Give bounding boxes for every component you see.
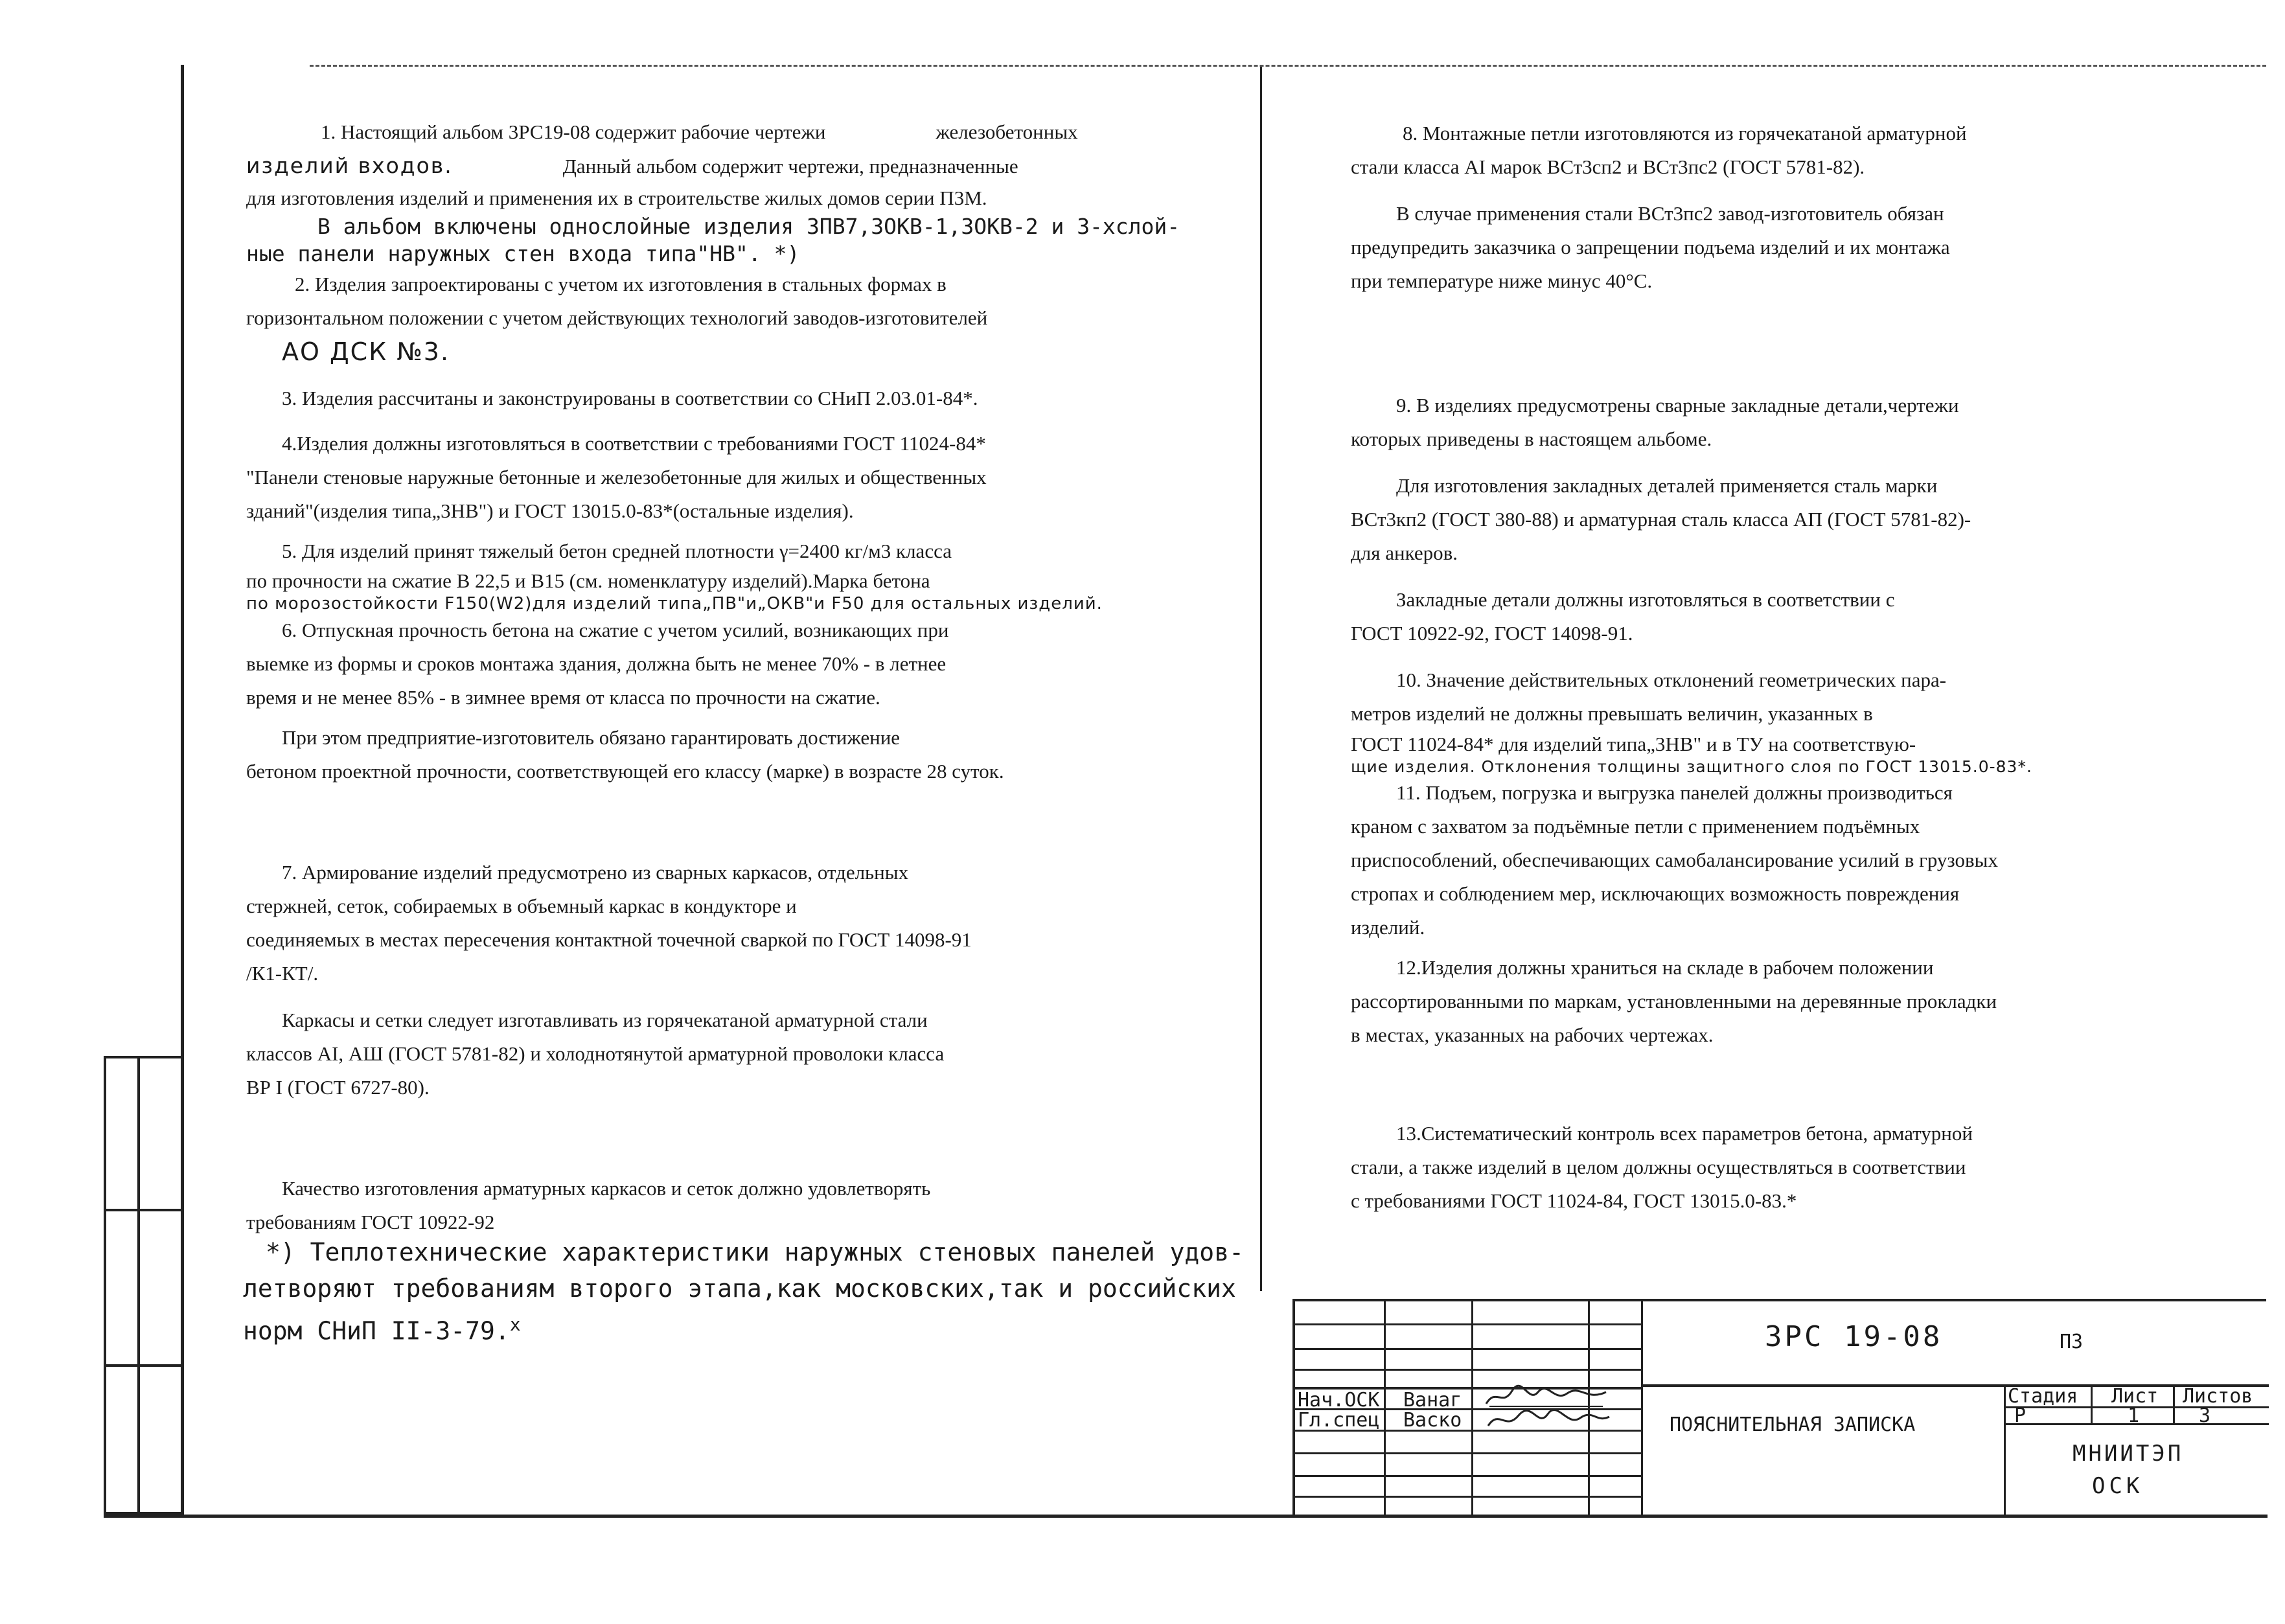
- note-12: 12.Изделия должны храниться на складе в рабочем положении: [1396, 956, 1934, 979]
- bottom-border: [104, 1515, 2268, 1518]
- note-9: 9. В изделиях предусмотрены сварные закладные детали,чертежи: [1396, 394, 1959, 417]
- drawing-code: 3РС 19-08: [1765, 1320, 1943, 1353]
- note-11: 11. Подъем, погрузка и выгрузка панелей должны производиться: [1396, 781, 1953, 804]
- note-5: 5. Для изделий принят тяжелый бетон средней плотности γ=2400 кг/м3 класса: [282, 540, 952, 562]
- org-name: МНИИТЭП: [2073, 1441, 2184, 1467]
- note-6: 6. Отпускная прочность бетона на сжатие с учетом усилий, возникающих при: [282, 619, 949, 641]
- stage-value: Р: [2014, 1404, 2027, 1427]
- note-4: 4.Изделия должны изготовляться в соответствии с требованиями ГОСТ 11024-84*: [282, 432, 986, 455]
- note-2: 2. Изделия запроектированы с учетом их изготовления в стальных формах в: [295, 273, 947, 295]
- signature-2: [1483, 1408, 1613, 1434]
- note-1-handwritten: изделий входов.: [246, 153, 453, 178]
- note-1: 1. Настоящий альбом 3РС19-08 содержит рабочие чертежи: [321, 120, 826, 143]
- note-13: 13.Систематический контроль всех параметров бетона, арматурной: [1396, 1122, 1973, 1145]
- left-border: [181, 65, 184, 1516]
- footnote: *) Теплотехнические характеристики наружных стеновых панелей удов- летворяют требованиям второго этапа,как московских,так и российских норм СНиП II-3-79.$^x$: [243, 1238, 1244, 1345]
- title-block: 3РС 19-08 ПЗ Нач.ОСК Ванаг Гл.спец Васко ПОЯСНИТЕЛЬНАЯ ЗАПИСКА Стадия Лист Листов Р 1 3 МНИИТЭП ОСК: [1292, 1299, 2266, 1515]
- left-notes-column: 1. Настоящий альбом 3РС19-08 содержит рабочие чертежи железобетонных изделий входов. Данный альбом содержит чертежи, предназначенные для изготовления изделий и применения их в строительстве жилых домов серии П3М. В альбом включены однослойные изделия 3ПВ7,3ОКВ-1,3ОКВ-2 и 3-хслой- ные панели наружных стен входа типа"НВ". *) 2. Изделия запроектированы с учетом их изготовления в стальных формах в горизонтальном положении с учетом действующих технологий заводов-изготовителей АО ДСК №3. 3. Изделия рассчитаны и законструированы в соответствии со СНиП 2.03.01-84*. 4.Изделия должны изготовляться в соответствии с требованиями ГОСТ 11024-84* "Панели стеновые наружные бетонные и железобетонные для жилых и общественных зданий"(изделия типа„3НВ") и ГОСТ 13015.0-83*(остальные изделия). 5. Для изделий принят тяжелый бетон средней плотности γ=2400 кг/м3 класса по прочности на сжатие В 22,5 и В15 (см. номенклатуру изделий).Марка бетона по морозостойкости F150(W2)для изделий типа„ПВ"и„ОКВ"и F50 для остальных изделий. 6. Отпускная прочность бетона на сжатие с учетом усилий, возникающих при выемке из формы и сроков монтажа здания, должна быть не менее 70% - в летнее время и не менее 85% - в зимнее время от класса по прочности на сжатие. При этом предприятие-изготовитель обязано гарантировать достижение бетоном проектной прочности, соответствующей его классу (марке) в возрасте 28 суток. 7. Армирование изделий предусмотрено из сварных каркасов, отдельных стержней, сеток, собираемых в объемный каркас в кондукторе и соединяемых в местах пересечения контактной точечной сваркой по ГОСТ 14098-91 /К1-КТ/. Каркасы и сетки следует изготавливать из горячекатаной арматурной стали классов АI, АШ (ГОСТ 5781-82) и холоднотянутой арматурной проволоки класса ВР I (ГОСТ 6727-80). Качество изготовления арматурных каркасов и сеток должно удовлетворять требованиям ГОСТ 10922-92: [246, 115, 1257, 1239]
- column-divider: [1260, 67, 1262, 1291]
- org-dept: ОСК: [2092, 1473, 2144, 1499]
- section-code: ПЗ: [2060, 1331, 2084, 1353]
- document-title: ПОЯСНИТЕЛЬНАЯ ЗАПИСКА: [1670, 1413, 1916, 1436]
- note-8: 8. Монтажные петли изготовляются из горячекатаной арматурной: [1403, 122, 1967, 144]
- note-3: 3. Изделия рассчитаны и законструированы в соответствии со СНиП 2.03.01-84*.: [282, 387, 978, 409]
- note-10: 10. Значение действительных отклонений геометрических пара-: [1396, 669, 1947, 691]
- signature-1: [1483, 1384, 1613, 1410]
- sheet-number: 1: [2128, 1404, 2140, 1427]
- sheets-total: 3: [2199, 1404, 2211, 1427]
- note-7: 7. Армирование изделий предусмотрено из сварных каркасов, отдельных: [282, 861, 909, 884]
- top-border: [310, 65, 2266, 67]
- right-notes-column: 8. Монтажные петли изготовляются из горячекатаной арматурной стали класса АI марок ВСт3сп2 и ВСт3пс2 (ГОСТ 5781-82). В случае применения стали ВСт3пс2 завод-изготовитель обязан предупредить заказчика о запрещении подъема изделий и их монтажа при температуре ниже минус 40°С. 9. В изделиях предусмотрены сварные закладные детали,чертежи которых приведены в настоящем альбоме. Для изготовления закладных деталей применяется сталь марки ВСт3кп2 (ГОСТ 380-88) и арматурная сталь класса АП (ГОСТ 5781-82)- для анкеров. Закладные детали должны изготовляться в соответствии с ГОСТ 10922-92, ГОСТ 14098-91. 10. Значение действительных отклонений геометрических пара- метров изделий не должны превышать величин, указанных в ГОСТ 11024-84* для изделий типа„3НВ" и в ТУ на соответствую- щие изделия. Отклонения толщины защитного слоя по ГОСТ 13015.0-83*. 11. Подъем, погрузка и выгрузка панелей должны производиться краном с захватом за подъёмные петли с применением подъёмных приспособлений, обеспечивающих самобалансирование усилий в грузовых стропах и соблюдением мер, исключающих возможность повреждения изделий. 12.Изделия должны храниться на складе в рабочем положении рассортированными по маркам, установленными на деревянные прокладки в местах, указанных на рабочих чертежах. 13.Систематический контроль всех параметров бетона, арматурной стали, а также изделий в целом должны осуществляться в соответствии с требованиями ГОСТ 11024-84, ГОСТ 13015.0-83.*: [1351, 117, 2258, 1218]
- binding-strip: [104, 1056, 181, 1515]
